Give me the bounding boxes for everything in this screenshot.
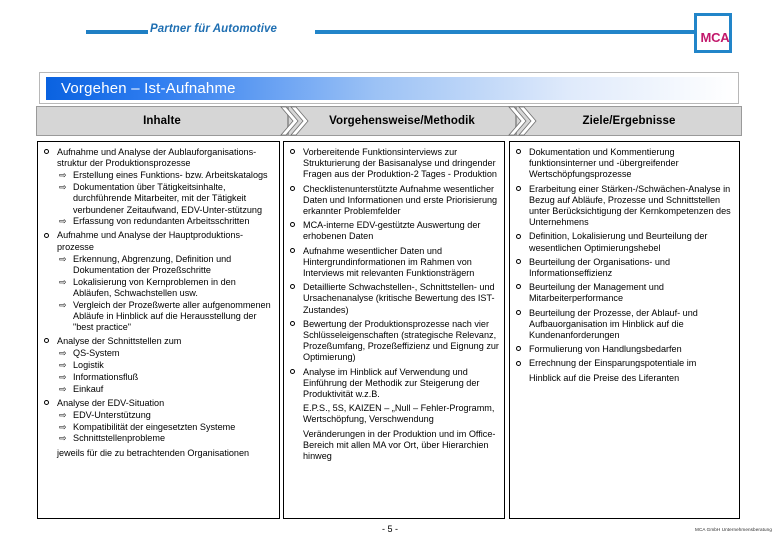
list-item	[42, 147, 275, 227]
sub-list-item	[57, 216, 275, 227]
list-item-label: Formulierung von Handlungsbedarfen	[529, 344, 682, 355]
list-item	[514, 308, 735, 342]
circle-outline-bullet-icon	[44, 149, 49, 154]
vorgehensweise-list	[288, 147, 500, 462]
arrow-right-bullet-icon: ⇨	[59, 360, 67, 371]
circle-outline-bullet-icon	[290, 149, 295, 154]
sub-list-item	[57, 254, 275, 276]
list-item	[42, 398, 275, 445]
mca-logo-text: MCA	[700, 30, 730, 45]
sub-list-item	[57, 360, 275, 371]
sub-list-item-label: Kompatibilität der eingesetzten Systeme	[73, 421, 236, 432]
list-item	[42, 336, 275, 395]
list-item-label: Dokumentation und Kommentierung funktionsinterner und -übergreifender Wertschöpfungsprozesse	[529, 147, 679, 180]
list-item	[288, 147, 500, 181]
list-item	[514, 358, 735, 369]
sub-list-item-label: QS-System	[73, 348, 120, 359]
sub-list-item	[57, 422, 275, 433]
list-item-label: Analyse im Hinblick auf Verwendung und Einführung der Methodik zur Steigerung der Produktivität w.z.B.	[303, 366, 480, 400]
circle-outline-bullet-icon	[290, 186, 295, 191]
column-header-ziele	[516, 106, 742, 136]
list-item-plain: Hinblick auf die Preise des Liferanten	[529, 372, 680, 383]
list-item-label: Aufnahme und Analyse der Aublauforganisations-struktur der Produktionsprozesse	[57, 147, 257, 169]
list-item	[514, 231, 735, 253]
circle-outline-bullet-icon	[44, 233, 49, 238]
arrow-right-bullet-icon: ⇨	[59, 170, 67, 181]
circle-outline-bullet-icon	[516, 361, 521, 366]
list-item	[288, 319, 500, 364]
sub-list-item	[57, 300, 275, 334]
circle-outline-bullet-icon	[290, 248, 295, 253]
arrow-right-bullet-icon: ⇨	[59, 371, 67, 382]
list-item-plain: Veränderungen in der Produktion und im Office-Bereich mit allen MA vor Ort, über Hierarchien hinweg	[303, 428, 496, 462]
list-item	[514, 344, 735, 355]
list-item-label: MCA-interne EDV-gestützte Auswertung der erhobenen Daten	[303, 220, 481, 242]
column-header-ziele-label: Ziele/Ergebnisse	[582, 115, 676, 127]
arrow-right-bullet-icon: ⇨	[59, 433, 67, 444]
sub-list-item-label: Informationsfluß	[73, 371, 139, 382]
list-item-label: Beurteilung der Prozesse, der Ablauf- und Aufbauorganisation im Hinblick auf die Kundenanforderungen	[529, 307, 698, 341]
content-column-ziele	[509, 141, 740, 519]
arrow-right-bullet-icon: ⇨	[59, 216, 67, 227]
company-tagline: Partner für Automotive	[150, 23, 278, 35]
sub-list-item-label: Erfassung von redundanten Arbeitsschritten	[73, 216, 250, 227]
circle-outline-bullet-icon	[516, 310, 521, 315]
arrow-right-bullet-icon: ⇨	[59, 383, 67, 394]
circle-outline-bullet-icon	[516, 346, 521, 351]
content-column-inhalte	[37, 141, 280, 519]
list-item-label: Erarbeitung einer Stärken-/Schwächen-Analyse in Bezug auf Abläufe, Prozesse und Schnittstellen unter Berücksichtigung der Kernkompetenzen des Unternehmens	[529, 183, 731, 228]
circle-outline-bullet-icon	[516, 186, 521, 191]
list-item	[514, 184, 735, 229]
sub-list-item-label: EDV-Unterstützung	[73, 409, 151, 420]
circle-outline-bullet-icon	[290, 284, 295, 289]
arrow-right-bullet-icon: ⇨	[59, 348, 67, 359]
sub-list-item	[57, 170, 275, 181]
sub-list	[57, 410, 275, 445]
circle-outline-bullet-icon	[516, 234, 521, 239]
list-item-label: Definition, Lokalisierung und Beurteilung der wesentlichen Optimierungshebel	[529, 231, 708, 253]
content-column-vorgehensweise	[283, 141, 505, 519]
page-number: - 5 -	[381, 524, 398, 534]
list-item-label: Analyse der Schnittstellen zum	[57, 336, 182, 347]
list-item-label: Beurteilung der Management und Mitarbeiterperformance	[529, 282, 664, 304]
circle-outline-bullet-icon	[44, 338, 49, 343]
arrow-right-bullet-icon: ⇨	[59, 409, 67, 420]
ziele-list	[514, 147, 735, 384]
list-item-label: Aufnahme wesentlicher Daten und Hintergrundinformationen im Rahmen von Interviews mit relevanten Funktionsträgern	[303, 245, 475, 279]
top-banner	[0, 0, 780, 62]
list-item	[288, 246, 500, 280]
column-header-inhalte	[36, 106, 288, 136]
list-item-label: Detaillierte Schwachstellen-, Schnittstellen- und Ursachenanalyse (kritische Bewertung des IST-Zustandes)	[303, 282, 495, 315]
column-header-vorgehensweise-label: Vorgehensweise/Methodik	[329, 115, 475, 127]
banner-rule-right	[315, 30, 695, 34]
sub-list	[57, 254, 275, 333]
sub-list-item-label: Einkauf	[73, 383, 104, 394]
list-item-label: Analyse der EDV-Situation	[57, 397, 165, 408]
inhalte-closing-note: jeweils für die zu betrachtenden Organisationen	[57, 447, 250, 458]
sub-list-item	[57, 182, 275, 216]
list-item	[288, 282, 500, 316]
list-item-plain: E.P.S., 5S, KAIZEN – „Null – Fehler-Programm, Wertschöpfung, Verschwendung	[303, 403, 495, 425]
list-item-label: Aufnahme und Analyse der Hauptproduktions-prozesse	[57, 230, 244, 252]
arrow-right-bullet-icon: ⇨	[59, 276, 67, 287]
sub-list-item-label: Lokalisierung von Kernproblemen in den Abläufen, Schwachstellen usw.	[73, 276, 236, 298]
list-item	[288, 367, 500, 401]
arrow-right-bullet-icon: ⇨	[59, 421, 67, 432]
footer-credit: MCA GmbH Unternehmensberatung	[695, 527, 772, 532]
page-title: Vorgehen – Ist-Aufnahme	[61, 80, 236, 97]
list-item-label: Checklistenunterstützte Aufnahme wesentlicher Daten und Informationen und erste Priorisierung erkannter Problemfelder	[303, 183, 498, 217]
circle-outline-bullet-icon	[516, 259, 521, 264]
sub-list-item-label: Dokumentation über Tätigkeitsinhalte, durchführende Mitarbeiter, mit der Tätigkeit verbundener Zeitaufwand, EDV-Unter-stützung	[73, 182, 263, 215]
inhalte-list	[42, 147, 275, 445]
sub-list	[57, 170, 275, 227]
circle-outline-bullet-icon	[516, 149, 521, 154]
sub-list-item-label: Erstellung eines Funktions- bzw. Arbeitskatalogs	[73, 170, 268, 181]
arrow-right-bullet-icon: ⇨	[59, 253, 67, 264]
sub-list-item	[57, 348, 275, 359]
sub-list-item-label: Vergleich der Prozeßwerte aller aufgenommenen Abläufe in Hinblick auf die Herausstellung der "best practice"	[73, 299, 271, 333]
circle-outline-bullet-icon	[44, 400, 49, 405]
list-item-label: Bewertung der Produktionsprozesse nach vier Schlüsseleigenschaften (strategische Relevanz, Prozeßumfang, Prozeßeffizienz und Eignung zur Optimierung)	[303, 318, 499, 363]
list-item-label: Vorbereitende Funktionsinterviews zur Strukturierung der Basisanalyse und dringender Fragen aus der Produktion-2 Tages - Produktion	[303, 147, 497, 180]
sub-list-item	[57, 433, 275, 444]
list-item-label: Errechnung der Einsparungspotentiale im	[529, 358, 697, 369]
list-item	[288, 184, 500, 218]
circle-outline-bullet-icon	[290, 321, 295, 326]
sub-list-item	[57, 277, 275, 299]
circle-outline-bullet-icon	[290, 369, 295, 374]
column-header-inhalte-label: Inhalte	[143, 115, 181, 127]
list-item	[514, 257, 735, 279]
arrow-right-bullet-icon: ⇨	[59, 182, 67, 193]
list-item	[42, 230, 275, 333]
column-header-vorgehensweise	[288, 106, 516, 136]
list-item	[288, 220, 500, 242]
sub-list-item-label: Logistik	[73, 360, 104, 371]
sub-list-item-label: Erkennung, Abgrenzung, Definition und Dokumentation der Prozeßschritte	[73, 253, 232, 276]
list-item	[514, 282, 735, 304]
list-item-label: Beurteilung der Organisations- und Informationseffizienz	[529, 256, 671, 279]
banner-rule-left	[86, 30, 148, 34]
circle-outline-bullet-icon	[516, 284, 521, 289]
column-header-band	[36, 106, 742, 136]
arrow-right-bullet-icon: ⇨	[59, 299, 67, 310]
sub-list-item	[57, 410, 275, 421]
list-item	[514, 147, 735, 181]
sub-list-item	[57, 384, 275, 395]
sub-list-item	[57, 372, 275, 383]
sub-list	[57, 348, 275, 394]
circle-outline-bullet-icon	[290, 222, 295, 227]
sub-list-item-label: Schnittstellenprobleme	[73, 433, 165, 444]
